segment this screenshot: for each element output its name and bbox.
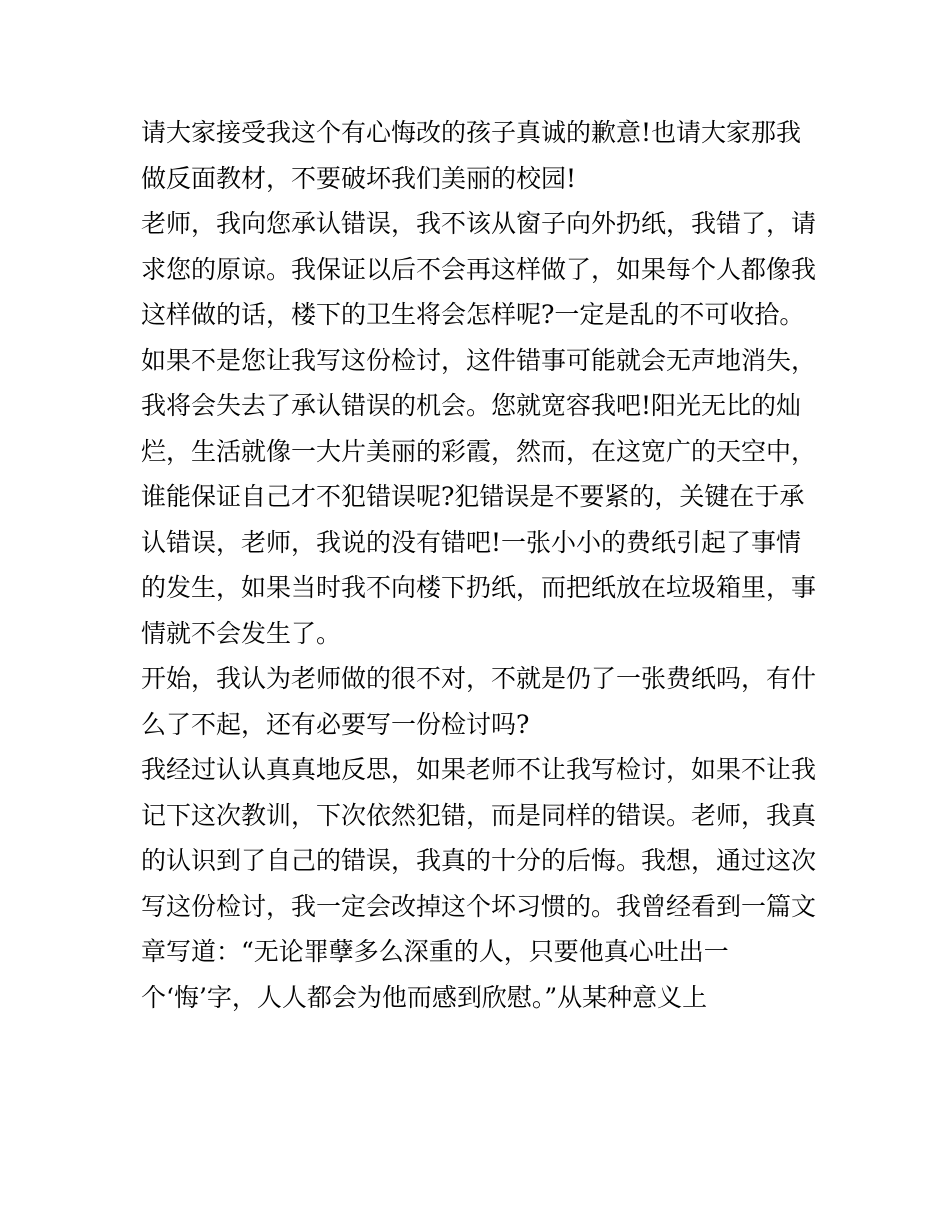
text-line: 求您的原谅。我保证以后不会再这样做了，如果每个人都像我 bbox=[141, 254, 817, 284]
text-line: 做反面教材，不要破坏我们美丽的校园! bbox=[141, 163, 577, 193]
text-line: 认错误，老师，我说的没有错吧!一张小小的费纸引起了事情 bbox=[141, 527, 802, 557]
text-line: 的发生，如果当时我不向楼下扔纸，而把纸放在垃圾箱里，事 bbox=[141, 573, 817, 602]
text-line: 的认识到了自己的错误，我真的十分的后悔。我想，通过这次 bbox=[141, 846, 817, 875]
text-line: 章写道：“无论罪孽多么深重的人，只要他真心吐出一 bbox=[141, 937, 729, 966]
text-line: 老师，我向您承认错误，我不该从窗子向外扔纸，我错了，请 bbox=[141, 209, 817, 238]
text-line: 谁能保证自己才不犯错误呢?犯错误是不要紧的，关键在于承 bbox=[141, 482, 805, 511]
text-line: 开始，我认为老师做的很不对，不就是仍了一张费纸吗，有什 bbox=[141, 664, 817, 693]
document-body bbox=[141, 110, 821, 1020]
text-line: 个‘悔’字，人人都会为他而感到欣慰。”从某种意义上 bbox=[141, 982, 708, 1012]
text-line: 写这份检讨，我一定会改掉这个坏习惯的。我曾经看到一篇文 bbox=[141, 891, 817, 921]
text-line: 烂，生活就像一大片美丽的彩霞，然而，在这宽广的天空中， bbox=[141, 436, 817, 466]
text-line: 这样做的话，楼下的卫生将会怎样呢?一定是乱的不可收拾。 bbox=[141, 300, 805, 329]
text-line: 么了不起，还有必要写一份检讨吗? bbox=[141, 709, 530, 739]
text-line: 情就不会发生了。 bbox=[141, 618, 342, 648]
text-line: 如果不是您让我写这份检讨，这件错事可能就会无声地消失， bbox=[141, 345, 817, 375]
text-line: 我将会失去了承认错误的机会。您就宽容我吧!阳光无比的灿 bbox=[141, 391, 802, 420]
text-line: 请大家接受我这个有心悔改的孩子真诚的歉意!也请大家那我 bbox=[141, 118, 802, 147]
text-line: 记下这次教训，下次依然犯错，而是同样的错误。老师，我真 bbox=[141, 800, 817, 830]
text-line: 我经过认认真真地反思，如果老师不让我写检讨，如果不让我 bbox=[141, 755, 817, 784]
